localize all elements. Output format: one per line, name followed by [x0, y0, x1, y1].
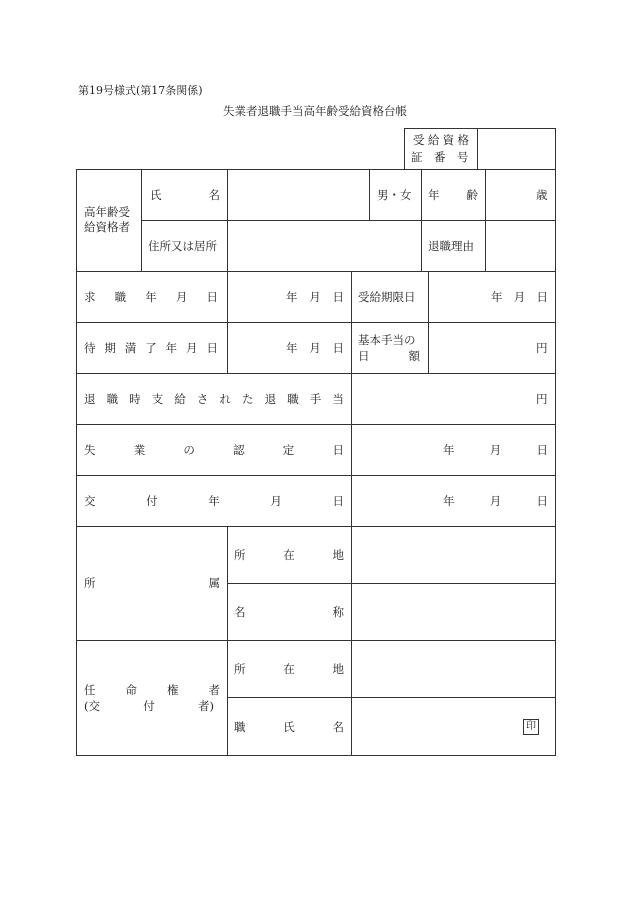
affiliation-name-label: 名 称	[234, 605, 344, 619]
age-unit: 歳	[536, 188, 548, 202]
cert-label-1: 受 給 資 格	[413, 133, 469, 147]
affiliation-location-label: 所 在 地	[234, 548, 344, 562]
retirement-reason-label: 退職理由	[428, 239, 474, 253]
appointing-authority-label: 任 命 権 者	[84, 683, 220, 697]
issue-date-value: 年 月 日	[443, 494, 548, 508]
applicant-section-label-2: 給資格者	[84, 220, 130, 234]
waiting-end-date-label: 待 期 満 了 年 月 日	[84, 341, 218, 355]
retirement-allowance-label: 退 職 時 支 給 さ れ た 退 職 手 当	[84, 392, 344, 406]
job-seek-date-label: 求 職 年 月 日	[84, 290, 218, 304]
job-seek-date-value: 年 月 日	[286, 290, 344, 304]
affiliation-label: 所 属	[84, 576, 220, 590]
form-title: 失業者退職手当高年齢受給資格台帳	[223, 104, 407, 118]
applicant-section-label-1: 高年齢受	[84, 205, 130, 219]
appointing-sub-label: (交 付 者)	[84, 699, 214, 713]
unemployment-cert-date-value: 年 月 日	[443, 443, 548, 457]
cert-label-2: 証 番 号	[411, 150, 469, 164]
appointing-person-label: 職 氏 名	[234, 720, 344, 734]
seal-mark: 印	[523, 719, 539, 735]
form-number: 第19号様式(第17条関係)	[78, 84, 203, 97]
basic-allowance-label-1: 基本手当の	[358, 333, 416, 347]
retirement-allowance-yen: 円	[536, 392, 548, 406]
basic-allowance-label-2: 日 額	[358, 349, 420, 363]
address-label: 住所又は居所	[148, 239, 217, 253]
age-label: 年 齢	[428, 188, 478, 202]
benefit-period-end-value: 年 月 日	[491, 290, 548, 304]
waiting-end-date-value: 年 月 日	[286, 341, 344, 355]
basic-allowance-yen: 円	[536, 341, 548, 355]
unemployment-cert-date-label: 失 業 の 認 定 日	[84, 443, 344, 457]
issue-date-label: 交 付 年 月 日	[84, 494, 344, 508]
gender-label: 男・女	[377, 188, 412, 202]
benefit-period-end-label: 受給期限日	[358, 290, 416, 304]
name-label: 氏 名	[150, 188, 220, 202]
appointing-location-label: 所 在 地	[234, 662, 344, 676]
